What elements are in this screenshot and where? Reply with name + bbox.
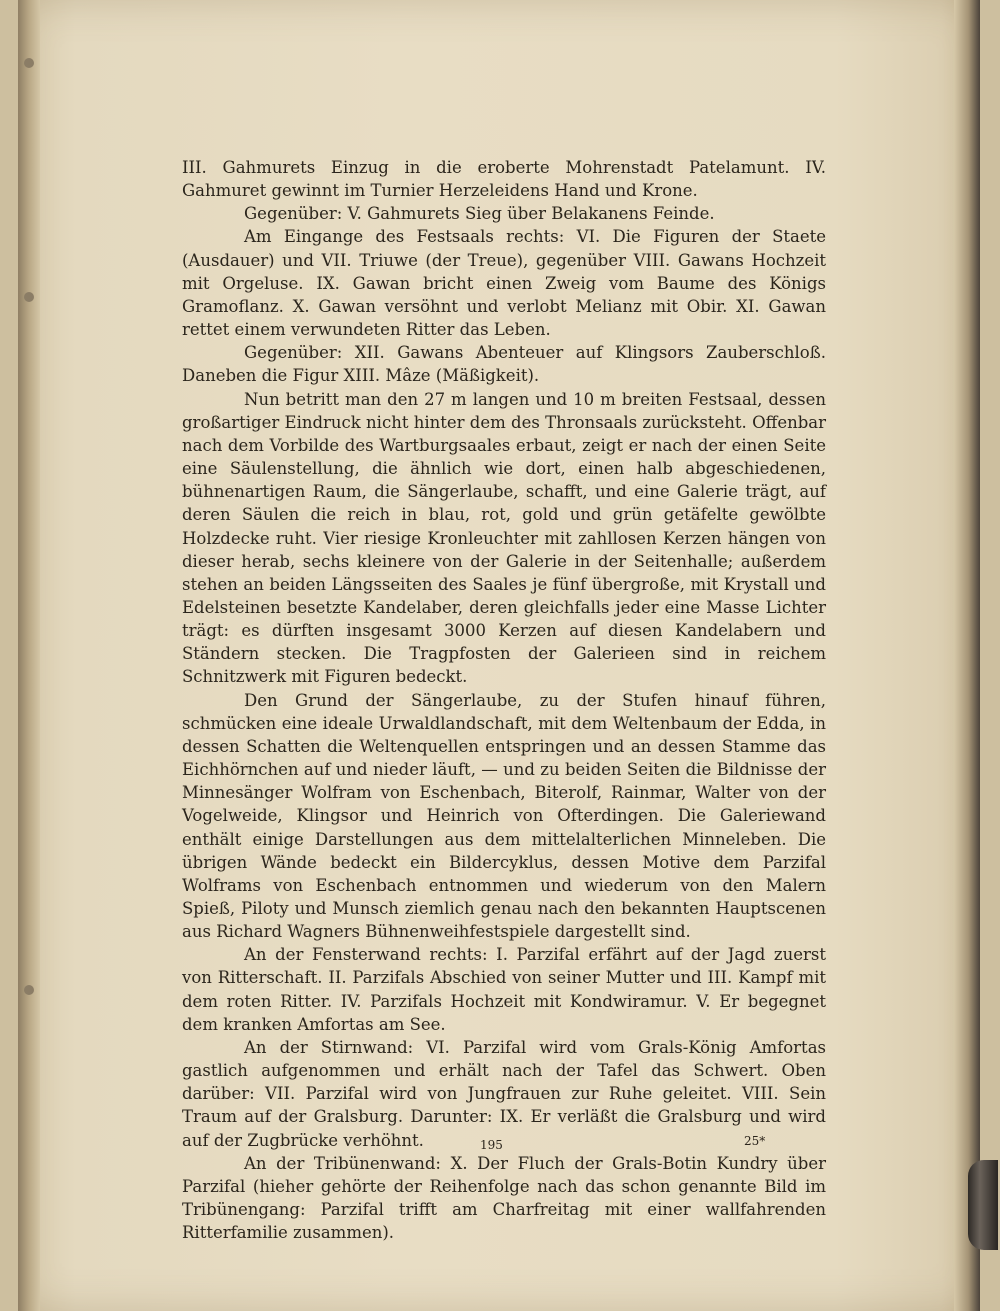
binding-hole-icon: [24, 58, 34, 68]
signature-mark: 25*: [744, 1134, 766, 1148]
paragraph: Gegenüber: V. Gahmurets Sieg über Belakanens Feinde.: [244, 204, 715, 224]
page-clip-icon: [968, 1160, 998, 1250]
book-page: [18, 0, 980, 1311]
paragraph: Gegenüber: XII. Gawans Abenteuer auf Klingsors Zauberschloß. Daneben die Figur XIII. Mâze (Mäßigkeit).: [182, 343, 826, 386]
paragraph: Nun betritt man den 27 m langen und 10 m breiten Festsaal, dessen großartiger Eindruck nicht hinter dem des Thronsaals zurücksteht. Offenbar nach dem Vorbilde des Wartburgsaales erbaut, zeigt er nach der einen Seite eine Säulenstellung, die ähnlich wie dort, einen halb abgeschiedenen, bühnenartigen Raum, die Sängerlaube, schafft, und eine Galerie trägt, auf deren Säulen die reich in blau, rot, gold und grün getäfelte gewölbte Holzdecke ruht. Vier riesige Kronleuchter mit zahllosen Kerzen hängen von dieser herab, sechs kleinere von der Galerie in der Seitenhalle; außerdem stehen an beiden Längsseiten des Saales je fünf übergroße, mit Krystall und Edelsteinen besetzte Kandelaber, deren gleichfalls jeder eine Masse Lichter trägt: es dürften insgesamt 3000 Kerzen auf diesen Kandelabern und Ständern stecken. Die Tragpfosten der Galerieen sind in reichem Schnitzwerk mit Figuren bedeckt.: [182, 389, 826, 687]
binding-hole-icon: [24, 292, 34, 302]
paragraph: Am Eingange des Festsaals rechts: VI. Die Figuren der Staete (Ausdauer) und VII. Triuwe (der Treue), gegenüber VIII. Gawans Hochzeit mit Orgeluse. IX. Gawan bricht einen Zweig vom Baume des Königs Gramoflanz. X. Gawan versöhnt und verlobt Melianz mit Obir. XI. Gawan rettet einem verwundeten Ritter das Leben.: [182, 227, 826, 340]
paragraph: An der Stirnwand: VI. Parzifal wird vom Grals-König Amfortas gastlich aufgenommen und erhält nach der Tafel das Schwert. Oben darüber: VII. Parzifal wird von Jungfrauen zur Ruhe geleitet. VIII. Sein Traum auf der Gralsburg. Darunter: IX. Er verläßt die Gralsburg und wird auf der Zugbrücke verhöhnt.: [182, 1037, 826, 1150]
body-text: [182, 156, 826, 1244]
binding-hole-icon: [24, 985, 34, 995]
page-gutter: [18, 0, 40, 1311]
page-edge: [954, 0, 980, 1311]
paragraph: III. Gahmurets Einzug in die eroberte Mohrenstadt Patelamunt. IV. Gahmuret gewinnt im Turnier Herzeleidens Hand und Krone.: [182, 158, 826, 201]
paragraph: Den Grund der Sängerlaube, zu der Stufen hinauf führen, schmücken eine ideale Urwaldlandschaft, mit dem Weltenbaum der Edda, in dessen Schatten die Weltenquellen entspringen und an dessen Stamme das Eichhörnchen auf und nieder läuft, — und zu beiden Seiten die Bildnisse der Minnesänger Wolfram von Eschenbach, Biterolf, Rainmar, Walter von der Vogelweide, Klingsor und Heinrich von Ofterdingen. Die Galeriewand enthält einige Darstellungen aus dem mittelalterlichen Minneleben. Die übrigen Wände bedeckt ein Bildercyklus, dessen Motive dem Parzifal Wolframs von Eschenbach entnommen und wiederum von den Malern Spieß, Piloty und Munsch ziemlich genau nach den bekannten Hauptscenen aus Richard Wagners Bühnenweihfestspiele dargestellt sind.: [182, 690, 826, 942]
page-number: 195: [480, 1138, 503, 1152]
paragraph: An der Tribünenwand: X. Der Fluch der Grals-Botin Kundry über Parzifal (hieher gehörte der Reihenfolge nach das schon genannte Bild im Tribünengang: Parzifal trifft am Charfreitag mit einer wallfahrenden Ritterfamilie zusammen).: [182, 1153, 826, 1243]
page-footer: [182, 1134, 826, 1160]
paragraph: An der Fensterwand rechts: I. Parzifal erfährt auf der Jagd zuerst von Ritterschaft. II. Parzifals Abschied von seiner Mutter und III. Kampf mit dem roten Ritter. IV. Parzifals Hochzeit mit Kondwiramur. V. Er begegnet dem kranken Amfortas am See.: [182, 945, 826, 1034]
